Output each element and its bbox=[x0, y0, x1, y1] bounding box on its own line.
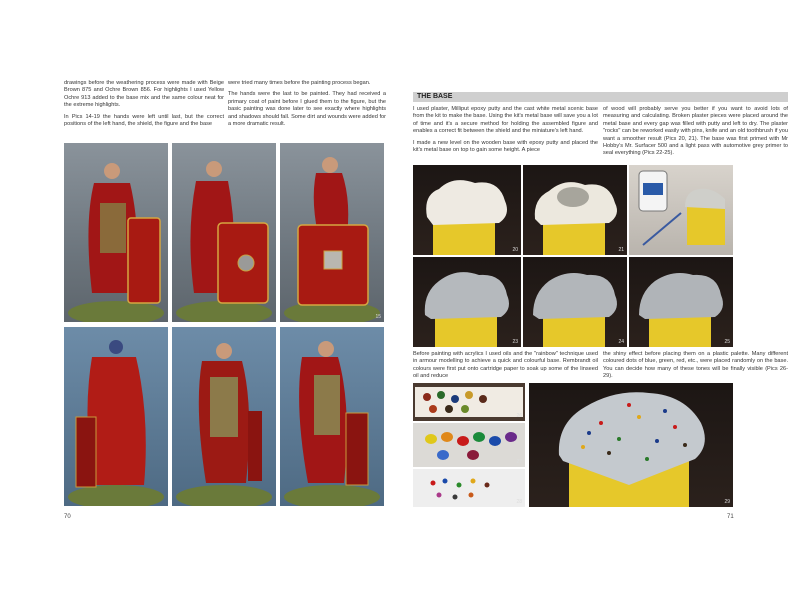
paragraph: drawings before the weathering process were made with Beige Brown 875 and Ochre Brown 856. For highlights I used Yellow Ochre 913 added to the base mix and the same colour neat for the extreme highlights. bbox=[64, 80, 224, 109]
paragraph: I used plaster, Milliput epoxy putty and the cast white metal scenic base from the kit to make the base. Using the kit's metal base will save you a lot of time and it's a secure method for holding the assembled figure and enables a correct fit between the shield and the miniature's left hand. bbox=[413, 106, 598, 135]
photo-palette-2 bbox=[413, 423, 525, 467]
photo-base-oil-dots bbox=[529, 383, 733, 507]
soldier-figure-illustration bbox=[64, 143, 168, 322]
photo-figure-three-quarter bbox=[280, 327, 384, 506]
photo-figure-front bbox=[64, 143, 168, 322]
photo-primer-tools bbox=[629, 165, 733, 255]
section-title: THE BASE bbox=[417, 93, 453, 100]
photo-number: 24 bbox=[618, 339, 624, 345]
paragraph: The hands were the last to be painted. They had received a primary coat of paint before I glued them to the figure, but the basic painting was done later to see exactly where highlights and shadows should fall. Some dirt and wounds were added for a more dramatic result. bbox=[228, 91, 386, 128]
soldier-figure-illustration bbox=[172, 327, 276, 506]
base-illustration bbox=[523, 165, 627, 255]
photo-number: 27 bbox=[516, 459, 522, 465]
photo-base-plaster bbox=[413, 165, 521, 255]
photo-number: 21 bbox=[618, 247, 624, 253]
left-text-column-2 bbox=[228, 80, 386, 132]
photo-number: 23 bbox=[512, 339, 518, 345]
paragraph: the shiny effect before placing them on a plastic palette. Many different coloured dots of blue, green, red, etc., were placed randomly on the base. You can decide how many of these tones will be finally visible (Pics 26-29). bbox=[603, 351, 788, 380]
soldier-figure-illustration bbox=[280, 327, 384, 506]
photo-figure-back bbox=[64, 327, 168, 506]
photo-figure-shield bbox=[280, 143, 384, 322]
photo-base-metal bbox=[523, 165, 627, 255]
photo-number: 29 bbox=[724, 499, 730, 505]
photo-number: 26 bbox=[516, 413, 522, 419]
paragraph: In Pics 14-19 the hands were left until last, but the correct positions of the left hand, the shield, the figure and the base bbox=[64, 113, 224, 128]
primer-illustration bbox=[629, 165, 733, 255]
photo-base-primed-3 bbox=[629, 257, 733, 347]
paragraph: were tried many times before the painting process began. bbox=[228, 80, 371, 86]
palette-illustration bbox=[413, 383, 525, 421]
palette-illustration bbox=[413, 469, 525, 507]
section-header bbox=[413, 92, 788, 102]
photo-number: 20 bbox=[512, 247, 518, 253]
palette-illustration bbox=[413, 423, 525, 467]
page-number: 70 bbox=[64, 514, 71, 520]
photo-figure-armour bbox=[172, 327, 276, 506]
right-text-column-3 bbox=[413, 351, 598, 385]
right-text-column-1 bbox=[413, 106, 598, 158]
photo-figure-side bbox=[172, 143, 276, 322]
base-illustration bbox=[529, 383, 733, 507]
left-text-column-1 bbox=[64, 80, 224, 132]
page-number: 71 bbox=[727, 514, 734, 520]
photo-palette-1 bbox=[413, 383, 525, 421]
base-illustration bbox=[413, 257, 521, 347]
photo-number: 28 bbox=[516, 499, 522, 505]
base-illustration bbox=[629, 257, 733, 347]
right-text-column-4 bbox=[603, 351, 788, 385]
soldier-figure-illustration bbox=[280, 143, 384, 322]
photo-number: 15 bbox=[375, 314, 381, 320]
soldier-figure-illustration bbox=[172, 143, 276, 322]
base-illustration bbox=[413, 165, 521, 255]
photo-palette-3 bbox=[413, 469, 525, 507]
paragraph: Before painting with acrylics I used oils and the "rainbow" technique used in armour modelling to achieve a quick and colourful base. Rembrandt oil colours were first put onto cartridge paper to soak up some of the linseed oil and reduce bbox=[413, 351, 598, 380]
photo-base-primed-1 bbox=[413, 257, 521, 347]
paragraph: I made a new level on the wooden base with epoxy putty and placed the kit's metal base on top to gain some height. A piece bbox=[413, 139, 598, 154]
photo-number: 25 bbox=[724, 339, 730, 345]
photo-base-primed-2 bbox=[523, 257, 627, 347]
paragraph: of wood will probably serve you better if you want to avoid lots of measuring and calculating. Broken plaster pieces were placed around the metal base and every gap was filled with putty and left to dry. The plaster "rocks" can be reworked easily with pins, knife and an old toothbrush if you want a smoother result (Pics 20, 21). The base was first primed with Mr Hobby's Mr. Surfacer 500 and a light pass with automotive grey primer to seal everything (Pics 22-25). bbox=[603, 106, 788, 157]
right-text-column-2 bbox=[603, 106, 788, 162]
base-illustration bbox=[523, 257, 627, 347]
soldier-figure-illustration bbox=[64, 327, 168, 506]
